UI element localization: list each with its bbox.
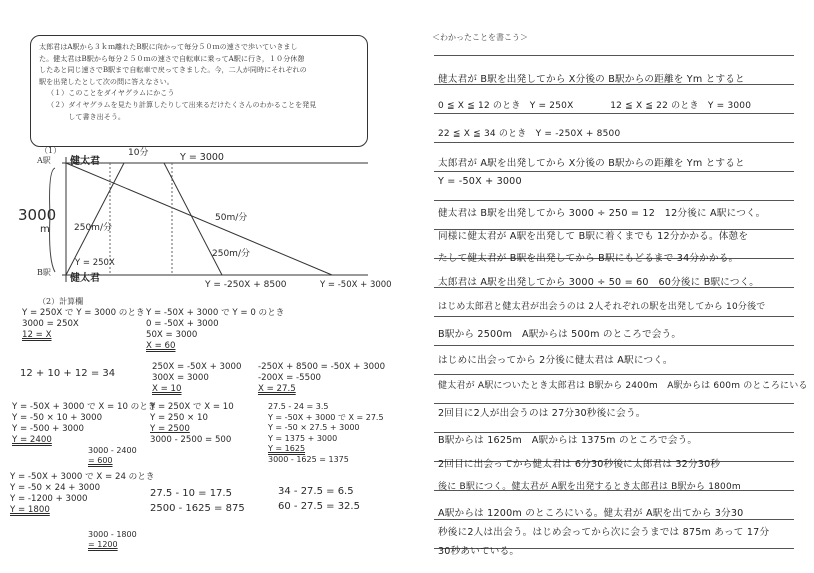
calc-line: Y = -500 + 3000 bbox=[12, 424, 84, 434]
calc-line: Y = 2500 bbox=[150, 424, 190, 434]
calc-line: 27.5 - 24 = 3.5 bbox=[268, 402, 329, 411]
calc-line: X = 10 bbox=[152, 384, 182, 394]
finding-line-8: たして健太君が B駅を出発してから B駅にもどるまで 34分かかる。 bbox=[438, 253, 739, 264]
calc-line: Y = -50X + 3000 で X = 10 のとき bbox=[12, 402, 157, 412]
calc-block-7 bbox=[150, 402, 234, 446]
calc-line: = 1200 bbox=[88, 540, 118, 549]
question-2-cont: して書き出そう。 bbox=[47, 111, 126, 121]
calc-line: -200X = -5500 bbox=[258, 373, 322, 383]
label-eq-bottom-mid: Y = -250X + 8500 bbox=[205, 280, 287, 290]
calc-line: Y = -50X + 3000 で X = 27.5 bbox=[268, 412, 384, 422]
question-2: （２）ダイヤグラムを見たり計算したりして出来るだけたくさんのわかることを発見 bbox=[47, 99, 317, 109]
section-1-label: （1） bbox=[40, 146, 62, 155]
label-eq-bottom-right: Y = -50X + 3000 bbox=[320, 280, 392, 290]
label-50-mid: 50m/分 bbox=[215, 213, 248, 223]
question-1: （１）このことをダイヤグラムにかこう bbox=[47, 88, 175, 98]
ruled-line bbox=[434, 345, 794, 346]
calc-line: Y = 1625 bbox=[268, 444, 306, 453]
calc-line: Y = 250X で Y = 3000 のとき bbox=[22, 308, 145, 318]
ruled-line bbox=[434, 171, 794, 172]
finding-line-18: A駅からは 1200m のところにいる。健太君が A駅を出てから 3分30 bbox=[438, 508, 744, 519]
calc-block-9 bbox=[10, 472, 154, 516]
problem-line-4: 駅を出発したとして次の問に答えなさい。 bbox=[39, 76, 174, 86]
calc-line: -250X + 8500 = -50X + 3000 bbox=[258, 362, 386, 372]
section-2-label: （2）計算欄 bbox=[38, 297, 84, 306]
calc-line: Y = -1200 + 3000 bbox=[10, 494, 88, 504]
label-distance-unit: m bbox=[40, 224, 50, 235]
calc-line: Y = 1800 bbox=[10, 505, 50, 515]
finding-line-9: 太郎君は A駅を出発してから 3000 ÷ 50 = 60 60分後に B駅につく。 bbox=[438, 277, 760, 288]
finding-line-10: はじめ太郎君と健太君が出会うのは 2人それぞれの駅を出発してから 10分後で bbox=[438, 302, 766, 312]
calc-line: 60 - 27.5 = 32.5 bbox=[278, 501, 360, 512]
calc-line: Y = -50 × 10 + 3000 bbox=[12, 413, 103, 423]
ruled-line bbox=[434, 519, 794, 520]
calc-block-3 bbox=[20, 368, 115, 379]
ruled-line bbox=[434, 142, 794, 143]
problem-line-1: 太郎君はA駅から３ｋｍ離れたB駅に向かって毎分５０ｍの速さで歩いていきまし bbox=[39, 42, 298, 51]
calc-block-8 bbox=[88, 446, 137, 466]
ruled-line bbox=[434, 200, 794, 201]
finding-line-3: 22 ≦ X ≦ 34 のとき Y = -250X + 8500 bbox=[438, 129, 621, 139]
calc-block-1 bbox=[22, 308, 145, 341]
calc-line: 3000 - 1625 = 1375 bbox=[268, 454, 349, 464]
calc-line: X = 60 bbox=[146, 341, 176, 351]
calc-line: Y = -50X + 3000 で Y = 0 のとき bbox=[146, 308, 285, 318]
calc-line: 250X = -50X + 3000 bbox=[152, 362, 242, 372]
findings-heading: ＜わかったことを書こう＞ bbox=[432, 33, 528, 42]
calc-block-12 bbox=[150, 486, 245, 516]
ruled-line bbox=[434, 113, 794, 114]
calc-line: 3000 - 1800 bbox=[88, 530, 137, 539]
calc-block-2 bbox=[146, 308, 284, 352]
calc-line: 3000 - 2400 bbox=[88, 446, 137, 455]
ruled-line bbox=[434, 55, 794, 56]
label-distance-3000: 3000 bbox=[18, 206, 57, 224]
calc-line: Y = -50 × 24 + 3000 bbox=[10, 483, 101, 493]
label-eq-top: Y = 3000 bbox=[180, 152, 224, 163]
finding-line-12: はじめに出会ってから 2分後に健太君は A駅につく。 bbox=[438, 355, 673, 366]
finding-line-4: 太郎君が A駅を出発してから X分後の B駅からの距離を Ym とすると bbox=[438, 158, 745, 169]
label-10min: 10分 bbox=[128, 148, 149, 158]
problem-line-3: したあと同じ速さでB駅まで自転車で戻ってきました。今，二人が同時にそれぞれの bbox=[39, 65, 307, 75]
calc-line: 3000 - 2500 = 500 bbox=[150, 435, 232, 445]
finding-line-7: 同様に健太君が A駅を出発して B駅に着くまでも 12分かかる。体憩を bbox=[438, 231, 749, 242]
station-b-label: B駅 bbox=[37, 268, 51, 277]
label-eq-bottom-left: Y = 250X bbox=[75, 258, 115, 268]
calc-line: 12 + 10 + 12 = 34 bbox=[20, 368, 116, 379]
ruled-line bbox=[434, 316, 794, 317]
finding-line-6: 健太君は B駅を出発してから 3000 ÷ 250 = 12 12分後に A駅につく。 bbox=[438, 208, 766, 219]
calc-line: Y = 250 × 10 bbox=[150, 413, 208, 423]
calc-block-6 bbox=[12, 402, 156, 446]
calc-line: Y = -50X + 3000 で X = 24 のとき bbox=[10, 472, 155, 482]
finding-line-14: 2回目に2人が出会うのは 27分30秒後に会う。 bbox=[438, 408, 646, 419]
calc-block-11 bbox=[268, 402, 384, 465]
finding-line-5: Y = -50X + 3000 bbox=[438, 176, 522, 187]
calc-line: 27.5 - 10 = 17.5 bbox=[150, 488, 232, 499]
finding-line-11: B駅から 2500m A駅からは 500m のところで会う。 bbox=[438, 329, 682, 340]
calc-line: Y = 1375 + 3000 bbox=[268, 433, 338, 443]
label-kenta-bottom: 健太君 bbox=[70, 273, 100, 284]
calc-line: Y = -50 × 27.5 + 3000 bbox=[268, 423, 360, 432]
finding-line-13: 健太君が A駅についたとき太郎君は B駅から 2400m A駅からは 600m のところにいる bbox=[438, 381, 808, 391]
calc-line: = 600 bbox=[88, 456, 113, 465]
calc-line: 3000 = 250X bbox=[22, 319, 79, 329]
problem-line-2: た。健太君はB駅から毎分２５０ｍの速さで自転車に乗ってA駅に行き，１０分休憩 bbox=[39, 53, 305, 63]
calc-line: 50X = 3000 bbox=[146, 330, 198, 340]
calc-block-5 bbox=[258, 362, 385, 395]
calc-line: 300X = 3000 bbox=[152, 373, 209, 383]
calc-line: 0 = -50X + 3000 bbox=[146, 319, 219, 329]
calc-block-4 bbox=[152, 362, 241, 395]
finding-line-16: 2回目に出会ってから健太君は 6分30秒後に太郎君は 32分30秒 bbox=[438, 459, 721, 470]
finding-line-17: 後に B駅につく。健太君が A駅を出発するとき太郎君は B駅から 1800m bbox=[438, 482, 741, 492]
calc-line: 2500 - 1625 = 875 bbox=[150, 503, 245, 514]
calc-line: 34 - 27.5 = 6.5 bbox=[278, 486, 354, 497]
finding-line-19: 秒後に2人は出会う。はじめ会ってから次に会うまでは 875m あって 17分 bbox=[438, 527, 770, 538]
ruled-line bbox=[434, 374, 794, 375]
calc-block-10 bbox=[88, 530, 137, 550]
calc-block-13 bbox=[278, 484, 360, 514]
calc-line: X = 27.5 bbox=[258, 384, 296, 394]
ruled-line bbox=[434, 403, 794, 404]
finding-line-20: 30秒あいている。 bbox=[438, 546, 520, 557]
label-kenta-top: 健太君 bbox=[70, 156, 100, 167]
calc-line: Y = 2400 bbox=[12, 435, 52, 445]
finding-line-15: B駅からは 1625m A駅からは 1375m のところで会う。 bbox=[438, 435, 698, 446]
label-250-mid: 250m/分 bbox=[212, 249, 250, 259]
calc-line: Y = 250X で X = 10 bbox=[150, 402, 234, 412]
label-250-left: 250m/分 bbox=[74, 223, 112, 233]
finding-line-1: 健太君が B駅を出発してから X分後の B駅からの距離を Ym とすると bbox=[438, 74, 745, 85]
calc-line: 12 = X bbox=[22, 330, 52, 340]
finding-line-2: 0 ≦ X ≦ 12 のとき Y = 250X 12 ≦ X ≦ 22 のとき Y = 3000 bbox=[438, 101, 752, 111]
station-a-label: A駅 bbox=[37, 156, 51, 165]
